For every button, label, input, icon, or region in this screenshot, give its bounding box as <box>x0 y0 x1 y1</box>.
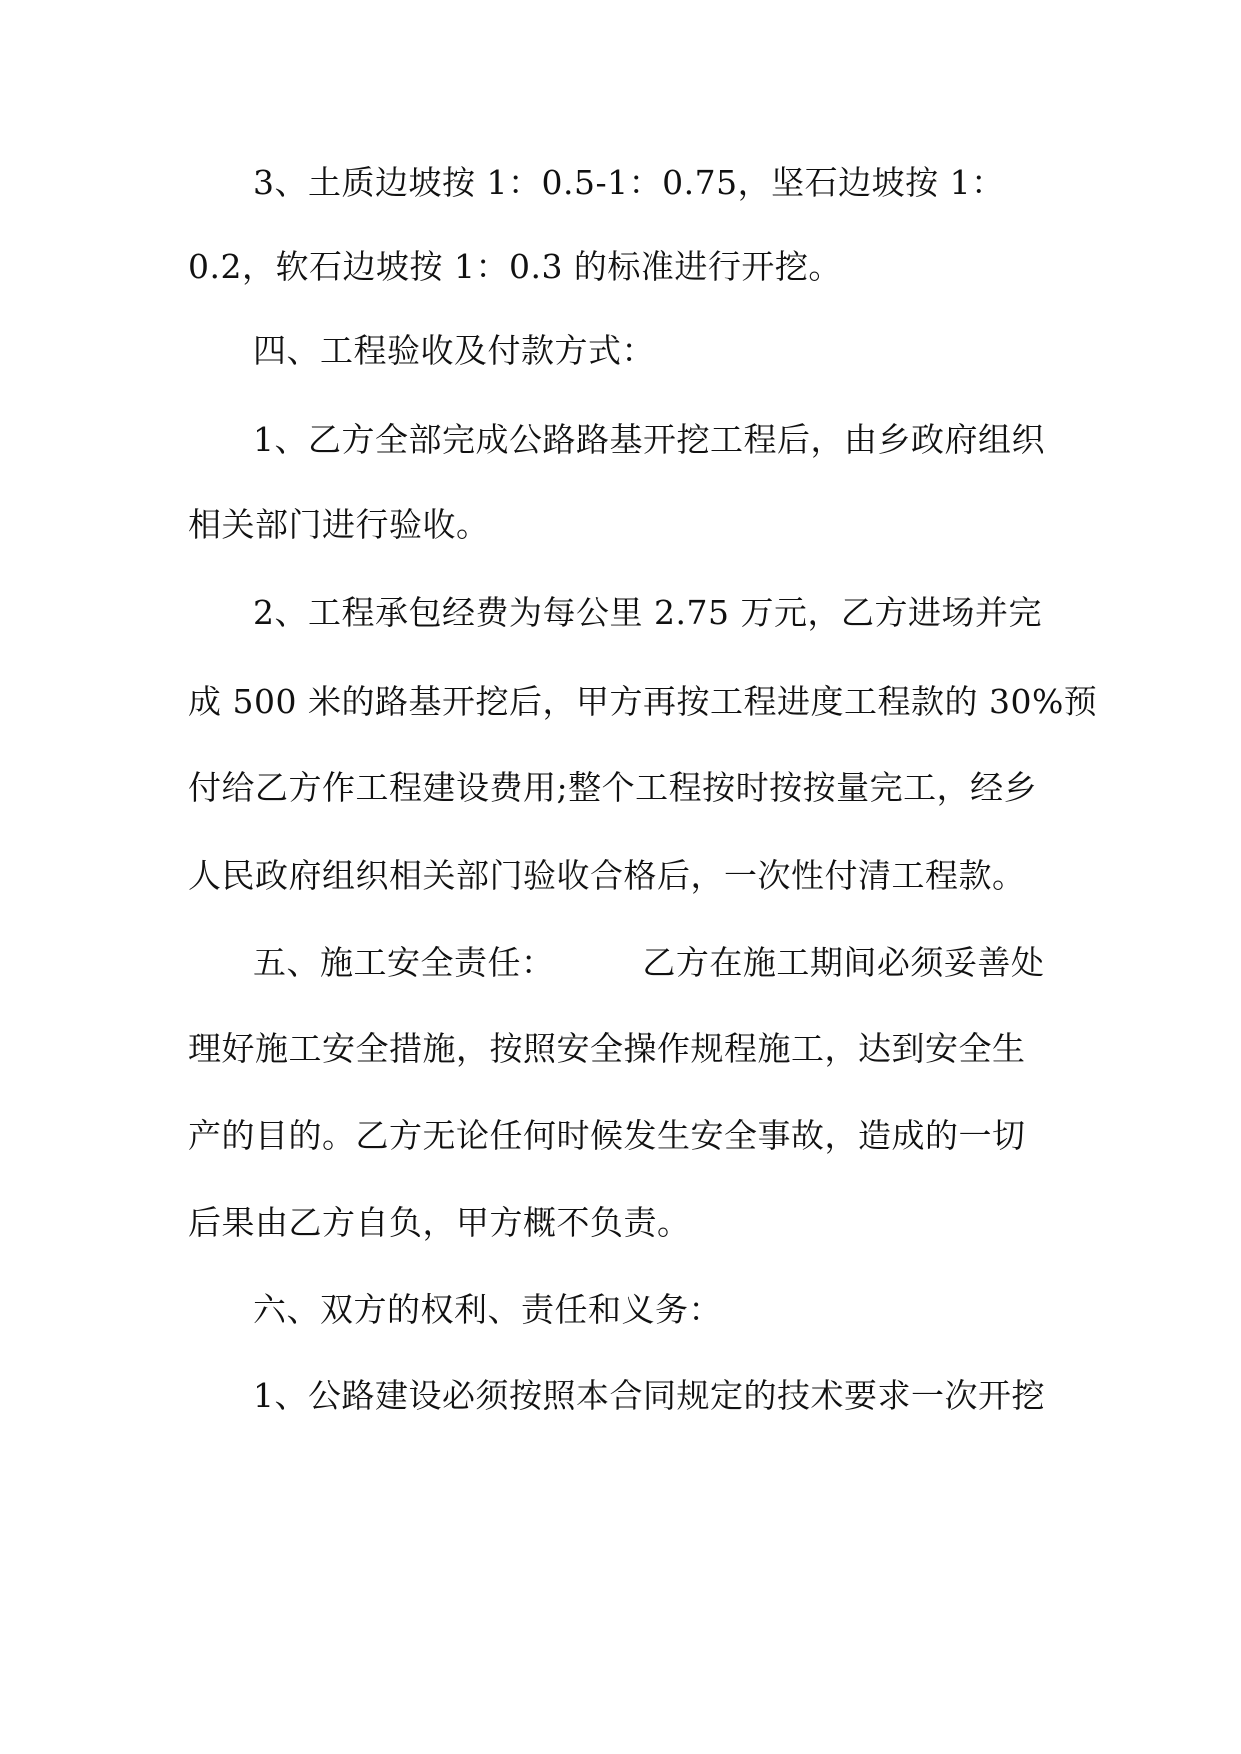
text-line-1: 3、土质边坡按 1：0.5-1：0.75，坚石边坡按 1： <box>253 163 1005 202</box>
section-heading-6: 六、双方的权利、责任和义务： <box>253 1290 722 1329</box>
text-line-4: 1、乙方全部完成公路路基开挖工程后，由乡政府组织 <box>253 420 1045 459</box>
text-line-13: 后果由乙方自负，甲方概不负责。 <box>188 1203 691 1242</box>
text-line-11: 理好施工安全措施，按照安全操作规程施工，达到安全生 <box>188 1029 1026 1068</box>
text-line-5: 相关部门进行验收。 <box>188 505 490 544</box>
text-line-2: 0.2，软石边坡按 1：0.3 的标准进行开挖。 <box>188 247 842 286</box>
text-line-8: 付给乙方作工程建设费用;整个工程按时按按量完工，经乡 <box>188 768 1038 807</box>
text-line-7: 成 500 米的路基开挖后，甲方再按工程进度工程款的 30%预 <box>188 682 1098 721</box>
text-line-15: 1、公路建设必须按照本合同规定的技术要求一次开挖 <box>253 1376 1045 1415</box>
section-heading-5: 五、施工安全责任： 乙方在施工期间必须妥善处 <box>253 943 1045 982</box>
text-line-12: 产的目的。乙方无论任何时候发生安全事故，造成的一切 <box>188 1116 1026 1155</box>
section-heading-4: 四、工程验收及付款方式： <box>253 331 655 370</box>
text-line-6: 2、工程承包经费为每公里 2.75 万元，乙方进场并完 <box>253 593 1042 632</box>
text-line-9: 人民政府组织相关部门验收合格后，一次性付清工程款。 <box>188 856 1026 895</box>
